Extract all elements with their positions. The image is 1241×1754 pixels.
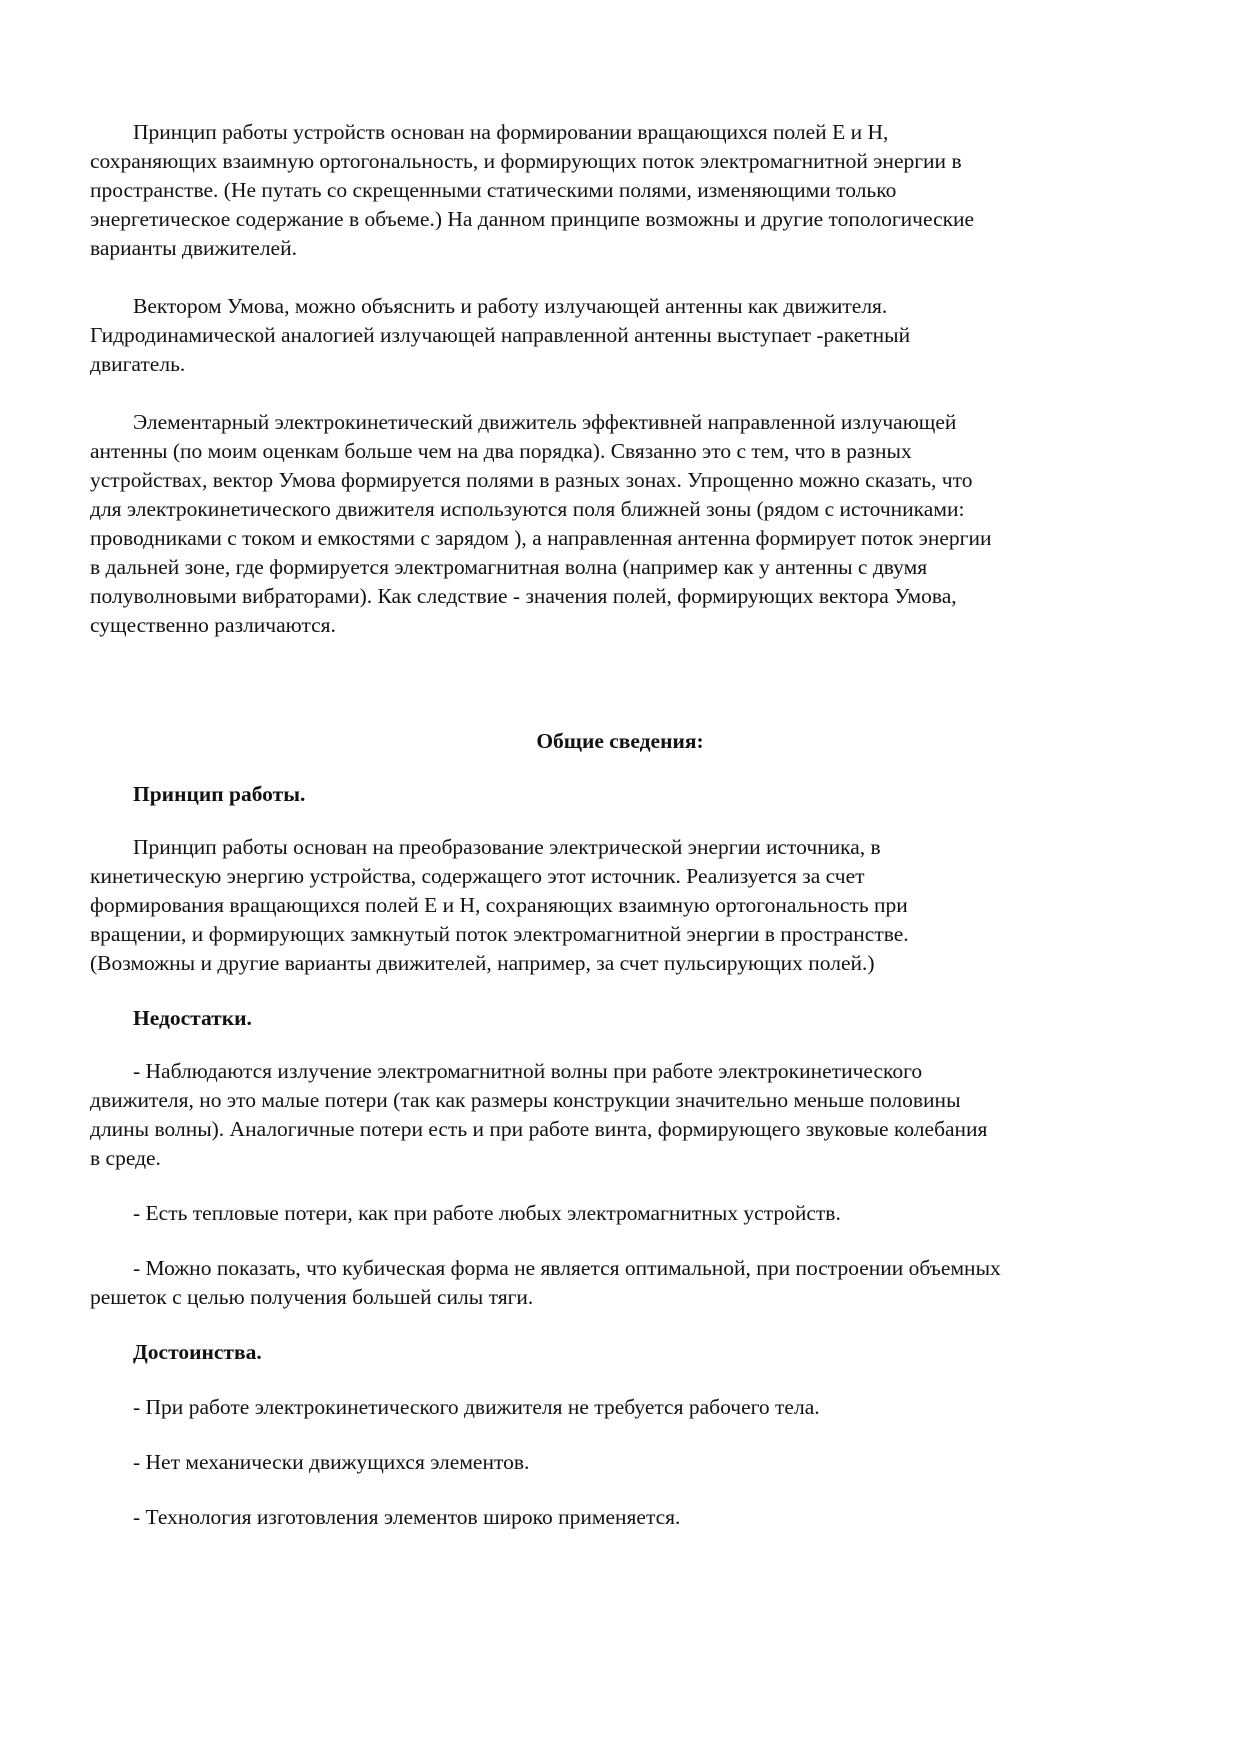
- text-line: в среде.: [90, 1146, 161, 1170]
- text-line: длины волны). Аналогичные потери есть и при работе винта, формирующего звуковые колебания: [90, 1117, 988, 1141]
- drawback-item: [90, 1199, 1150, 1228]
- text-line: для электрокинетического движителя используются поля ближней зоны (рядом с источниками:: [90, 497, 965, 521]
- advantages-heading: Достоинства.: [133, 1340, 262, 1364]
- text-line: Элементарный электрокинетический движитель эффективней направленной излучающей: [133, 410, 957, 434]
- spacer: [90, 263, 1150, 292]
- advantage-item: [90, 1503, 1150, 1532]
- text-line: решеток с целью получения большей силы тяги.: [90, 1285, 534, 1309]
- advantage-item: [90, 1448, 1150, 1477]
- spacer: [90, 1312, 1150, 1338]
- text-line: Принцип работы устройств основан на формировании вращающихся полей E и H,: [133, 120, 889, 144]
- text-line: - Можно показать, что кубическая форма не является оптимальной, при построении объемных: [133, 1256, 1001, 1280]
- text-line: антенны (по моим оценкам больше чем на два порядка). Связанно это с тем, что в разных: [90, 439, 912, 463]
- drawback-item: [90, 1057, 1150, 1173]
- text-line: существенно различаются.: [90, 613, 336, 637]
- spacer: [90, 756, 1150, 780]
- spacer: [90, 379, 1150, 408]
- text-line: - Нет механически движущихся элементов.: [133, 1450, 530, 1474]
- text-line: в дальней зоне, где формируется электромагнитная волна (например как у антенны с двумя: [90, 555, 928, 579]
- text-line: кинетическую энергию устройства, содержащего этот источник. Реализуется за счет: [90, 864, 865, 888]
- text-line: Вектором Умова, можно объяснить и работу излучающей антенны как движителя.: [133, 294, 888, 318]
- text-line: - Есть тепловые потери, как при работе любых электромагнитных устройств.: [133, 1201, 841, 1225]
- paragraph-elementary-thruster: [90, 408, 1150, 640]
- spacer: [90, 1422, 1150, 1448]
- text-line: пространстве. (Не путать со скрещенными статическими полями, изменяющими только: [90, 178, 897, 202]
- advantage-item: [90, 1393, 1150, 1422]
- drawback-item: [90, 1254, 1150, 1312]
- text-line: двигатель.: [90, 352, 186, 376]
- text-line: варианты движителей.: [90, 236, 297, 260]
- spacer: [90, 809, 1150, 833]
- principle-heading: Принцип работы.: [133, 782, 306, 806]
- drawbacks-heading: Недостатки.: [133, 1006, 252, 1030]
- text-line: - Наблюдаются излучение электромагнитной волны при работе электрокинетического: [133, 1059, 923, 1083]
- spacer: [90, 1228, 1150, 1254]
- text-line: устройствах, вектор Умова формируется полями в разных зонах. Упрощенно можно сказать, что: [90, 468, 973, 492]
- paragraph-principle-intro: [90, 118, 1150, 263]
- document-page: [90, 118, 1150, 1532]
- text-line: Гидродинамической аналогией излучающей направленной антенны выступает -ракетный: [90, 323, 911, 347]
- text-line: сохраняющих взаимную ортогональность, и формирующих поток электромагнитной энергии в: [90, 149, 962, 173]
- text-line: вращении, и формирующих замкнутый поток электромагнитной энергии в пространстве.: [90, 922, 909, 946]
- text-line: проводниками с током и емкостями с зарядом ), а направленная антенна формирует поток энергии: [90, 526, 992, 550]
- text-line: полуволновыми вибраторами). Как следствие - значения полей, формирующих вектора Умова,: [90, 584, 957, 608]
- spacer: [90, 978, 1150, 1004]
- text-line: Принцип работы основан на преобразование электрической энергии источника, в: [133, 835, 881, 859]
- paragraph-principle: [90, 833, 1150, 978]
- text-line: (Возможны и другие варианты движителей, например, за счет пульсирующих полей.): [90, 951, 875, 975]
- text-line: движителя, но это малые потери (так как размеры конструкции значительно меньше половины: [90, 1088, 961, 1112]
- paragraph-umov-vector: [90, 292, 1150, 379]
- text-line: формирования вращающихся полей E и H, сохраняющих взаимную ортогональность при: [90, 893, 908, 917]
- spacer: [90, 1477, 1150, 1503]
- section-title: Общие сведения:: [536, 729, 704, 753]
- spacer: [90, 1367, 1150, 1393]
- text-line: - Технология изготовления элементов широко применяется.: [133, 1505, 681, 1529]
- spacer: [90, 1033, 1150, 1057]
- text-line: энергетическое содержание в объеме.) На данном принципе возможны и другие топологические: [90, 207, 975, 231]
- text-line: - При работе электрокинетического движителя не требуется рабочего тела.: [133, 1395, 820, 1419]
- spacer: [90, 1173, 1150, 1199]
- spacer: [90, 640, 1150, 727]
